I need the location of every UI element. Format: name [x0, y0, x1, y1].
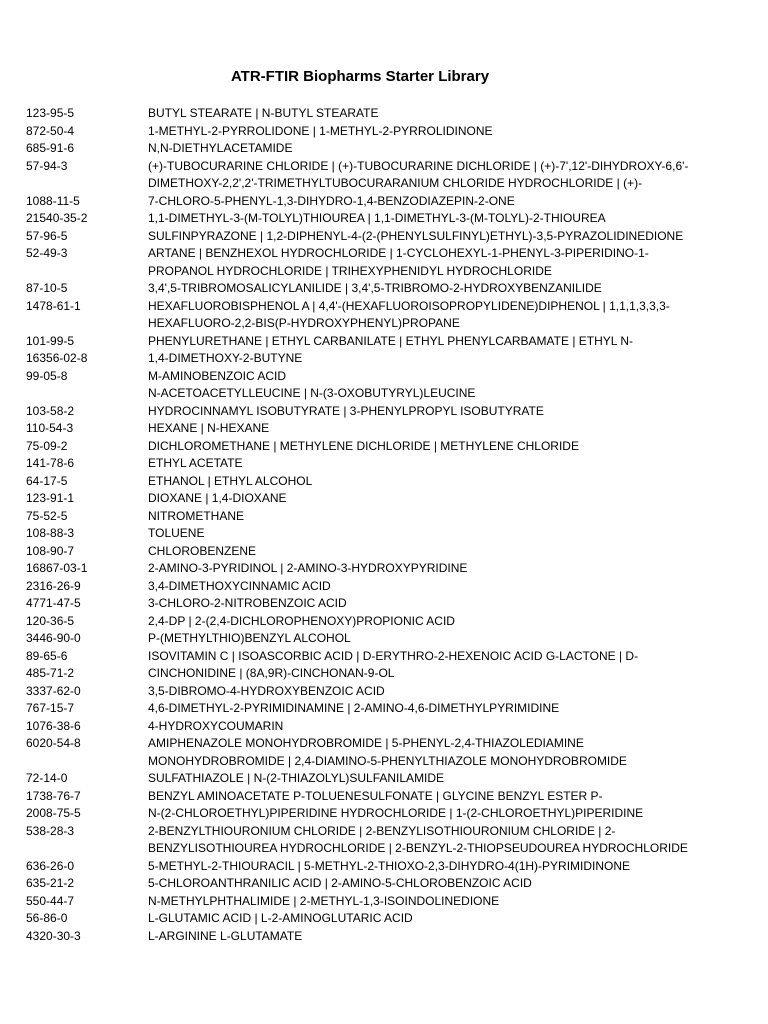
compound-name-line: 3,4',5-TRIBROMOSALICYLANILIDE | 3,4',5-TRIBROMO-2-HYDROXYBENZANILIDE: [148, 281, 602, 295]
compound-names: [148, 630, 726, 648]
compound-names: [148, 805, 726, 823]
list-item: [26, 350, 726, 368]
cas-number: 550-44-7: [26, 893, 75, 908]
cas-number: 123-91-1: [26, 491, 75, 505]
list-item: [26, 525, 726, 543]
compound-name-line: AMIPHENAZOLE MONOHYDROBROMIDE | 5-PHENYL-2,4-THIAZOLEDIAMINE: [148, 736, 584, 750]
compound-names: [148, 508, 726, 526]
compound-name-line: P-(METHYLTHIO)BENZYL ALCOHOL: [148, 631, 351, 645]
compound-name-line: 2-AMINO-3-PYRIDINOL | 2-AMINO-3-HYDROXYPYRIDINE: [148, 561, 468, 575]
compound-names: [148, 298, 726, 333]
compound-names: [148, 105, 726, 123]
cas-number: 57-94-3: [26, 158, 68, 173]
compound-names: [148, 193, 726, 211]
cas-number: 16356-02-8: [26, 351, 88, 365]
compound-names: [148, 350, 726, 368]
compound-name-line: 5-CHLOROANTHRANILIC ACID | 2-AMINO-5-CHLOROBENZOIC ACID: [148, 876, 532, 890]
list-item: [26, 333, 726, 351]
list-item: [26, 578, 726, 596]
compound-name-line: ARTANE | BENZHEXOL HYDROCHLORIDE | 1-CYCLOHEXYL-1-PHENYL-3-PIPERIDINO-1-: [148, 246, 649, 260]
list-item: [26, 455, 726, 473]
compound-names: [148, 875, 726, 893]
cas-number: 141-78-6: [26, 456, 75, 470]
compound-name-line: 2-BENZYLTHIOURONIUM CHLORIDE | 2-BENZYLISOTHIOURONIUM CHLORIDE | 2-: [148, 823, 616, 838]
list-item: [26, 595, 726, 613]
compound-name-line: HYDROCINNAMYL ISOBUTYRATE | 3-PHENYLPROPYL ISOBUTYRATE: [148, 403, 544, 418]
compound-names: [148, 420, 726, 438]
compound-name-line: BUTYL STEARATE | N-BUTYL STEARATE: [148, 106, 379, 120]
compound-names: [148, 245, 726, 280]
compound-name-line: 1,1-DIMETHYL-3-(M-TOLYL)THIOUREA | 1,1-DIMETHYL-3-(M-TOLYL)-2-THIOUREA: [148, 211, 606, 225]
list-item: [26, 823, 726, 858]
compound-names: [148, 368, 726, 386]
list-item: [26, 473, 726, 491]
cas-number: 2316-26-9: [26, 578, 81, 593]
compound-name-line: 4,6-DIMETHYL-2-PYRIMIDINAMINE | 2-AMINO-4,6-DIMETHYLPYRIMIDINE: [148, 701, 560, 715]
cas-number: 767-15-7: [26, 701, 75, 715]
cas-number: 538-28-3: [26, 823, 75, 838]
compound-name-line: M-AMINOBENZOIC ACID: [148, 368, 287, 383]
compound-names: [148, 823, 726, 858]
compound-names: [148, 683, 726, 701]
list-item: [26, 700, 726, 718]
compound-names: [148, 333, 726, 351]
list-item: [26, 805, 726, 823]
compound-name-line: SULFATHIAZOLE | N-(2-THIAZOLYL)SULFANILAMIDE: [148, 771, 445, 785]
compound-names: [148, 403, 726, 421]
compound-name-line: TOLUENE: [148, 526, 205, 540]
list-item: [26, 210, 726, 228]
compound-names: [148, 210, 726, 228]
list-item: [26, 683, 726, 701]
cas-number: 3337-62-0: [26, 683, 81, 698]
cas-number: 6020-54-8: [26, 736, 81, 750]
list-item: [26, 193, 726, 211]
compound-names: [148, 893, 726, 911]
cas-number: 103-58-2: [26, 403, 75, 418]
list-item: [26, 910, 726, 928]
compound-name-line: PHENYLURETHANE | ETHYL CARBANILATE | ETHYL PHENYLCARBAMATE | ETHYL N-: [148, 333, 634, 348]
compound-name-line: PROPANOL HYDROCHLORIDE | TRIHEXYPHENIDYL HYDROCHLORIDE: [148, 263, 552, 278]
document-title: ATR-FTIR Biopharms Starter Library: [230, 68, 490, 85]
compound-name-line: MONOHYDROBROMIDE | 2,4-DIAMINO-5-PHENYLTHIAZOLE MONOHYDROBROMIDE: [148, 753, 627, 768]
compound-names: [148, 595, 726, 613]
cas-number: 57-96-5: [26, 228, 68, 243]
list-item: [26, 875, 726, 893]
cas-number: 16867-03-1: [26, 561, 88, 575]
compound-names: [148, 385, 726, 403]
cas-number: 1478-61-1: [26, 298, 81, 313]
cas-number: 3446-90-0: [26, 631, 81, 645]
compound-name-line: 3,4-DIMETHOXYCINNAMIC ACID: [148, 578, 331, 593]
compound-names: [148, 718, 726, 736]
list-item: [26, 508, 726, 526]
cas-number: 485-71-2: [26, 666, 75, 680]
compound-name-line: 5-METHYL-2-THIOURACIL | 5-METHYL-2-THIOXO-2,3-DIHYDRO-4(1H)-PYRIMIDINONE: [148, 858, 631, 873]
compound-names: [148, 280, 726, 298]
list-item: [26, 630, 726, 648]
compound-name-line: CHLOROBENZENE: [148, 543, 257, 558]
list-item: [26, 788, 726, 806]
cas-number: 75-52-5: [26, 508, 68, 523]
compound-name-line: (+)-TUBOCURARINE CHLORIDE | (+)-TUBOCURARINE DICHLORIDE | (+)-7',12'-DIHYDROXY-6,6'-: [148, 158, 689, 173]
compound-names: [148, 473, 726, 491]
cas-number: 75-09-2: [26, 438, 68, 453]
compound-names: [148, 735, 726, 770]
compound-names: [148, 560, 726, 578]
list-item: [26, 105, 726, 123]
compound-names: [148, 525, 726, 543]
cas-number: 635-21-2: [26, 876, 75, 890]
list-item: [26, 560, 726, 578]
list-item: [26, 490, 726, 508]
cas-number: 110-54-3: [26, 421, 74, 435]
compound-names: [148, 543, 726, 561]
compound-name-line: 2,4-DP | 2-(2,4-DICHLOROPHENOXY)PROPIONIC ACID: [148, 613, 455, 628]
list-item: [26, 648, 726, 666]
compound-names: [148, 123, 726, 141]
compound-names: [148, 613, 726, 631]
compound-names: [148, 700, 726, 718]
compound-names: [148, 665, 726, 683]
list-item: [26, 858, 726, 876]
list-item: [26, 735, 726, 770]
cas-number: 56-86-0: [26, 911, 68, 925]
compound-name-line: 3-CHLORO-2-NITROBENZOIC ACID: [148, 596, 347, 610]
compound-name-line: N-(2-CHLOROETHYL)PIPERIDINE HYDROCHLORIDE | 1-(2-CHLOROETHYL)PIPERIDINE: [148, 806, 644, 820]
compound-name-line: DIOXANE | 1,4-DIOXANE: [148, 491, 287, 505]
list-item: [26, 770, 726, 788]
compound-name-line: HEXANE | N-HEXANE: [148, 421, 270, 435]
compound-names: [148, 140, 726, 158]
compound-name-line: ETHYL ACETATE: [148, 456, 243, 470]
list-item: [26, 368, 726, 386]
list-item: [26, 123, 726, 141]
cas-number: 685-91-6: [26, 141, 75, 155]
compound-name-line: N-METHYLPHTHALIMIDE | 2-METHYL-1,3-ISOINDOLINEDIONE: [148, 893, 500, 908]
list-item: [26, 280, 726, 298]
compound-name-line: DICHLOROMETHANE | METHYLENE DICHLORIDE | METHYLENE CHLORIDE: [148, 438, 579, 453]
list-item: [26, 665, 726, 683]
compound-name-line: 7-CHLORO-5-PHENYL-1,3-DIHYDRO-1,4-BENZODIAZEPIN-2-ONE: [148, 193, 515, 208]
cas-number: 64-17-5: [26, 473, 68, 488]
cas-number: 1076-38-6: [26, 718, 81, 733]
list-item: [26, 158, 726, 193]
list-item: [26, 245, 726, 280]
compound-names: [148, 158, 726, 193]
compound-name-line: 1-METHYL-2-PYRROLIDONE | 1-METHYL-2-PYRROLIDINONE: [148, 123, 493, 138]
compound-names: [148, 228, 726, 246]
compound-name-line: L-GLUTAMIC ACID | L-2-AMINOGLUTARIC ACID: [148, 911, 413, 925]
compound-names: [148, 455, 726, 473]
compound-name-line: 1,4-DIMETHOXY-2-BUTYNE: [148, 351, 303, 365]
compound-name-line: ISOVITAMIN C | ISOASCORBIC ACID | D-ERYTHRO-2-HEXENOIC ACID G-LACTONE | D-: [148, 648, 639, 663]
compound-names: [148, 910, 726, 928]
compound-name-line: N-ACETOACETYLLEUCINE | N-(3-OXOBUTYRYL)LEUCINE: [148, 386, 476, 400]
cas-number: 21540-35-2: [26, 211, 88, 225]
compound-name-line: N,N-DIETHYLACETAMIDE: [148, 141, 293, 155]
cas-number: 123-95-5: [26, 106, 75, 120]
compound-names: [148, 788, 726, 806]
compound-list: [26, 105, 726, 945]
cas-number: 1738-76-7: [26, 788, 81, 803]
cas-number: 101-99-5: [26, 333, 75, 348]
compound-name-line: HEXAFLUOROBISPHENOL A | 4,4'-(HEXAFLUOROISOPROPYLIDENE)DIPHENOL | 1,1,1,3,3,3-: [148, 298, 670, 313]
list-item: [26, 928, 726, 946]
compound-name-line: HEXAFLUORO-2,2-BIS(P-HYDROXYPHENYL)PROPANE: [148, 316, 460, 330]
compound-name-line: BENZYL AMINOACETATE P-TOLUENESULFONATE | GLYCINE BENZYL ESTER P-: [148, 788, 603, 803]
list-item: [26, 403, 726, 421]
cas-number: 636-26-0: [26, 858, 75, 873]
compound-name-line: DIMETHOXY-2,2',2'-TRIMETHYLTUBOCURARANIUM CHLORIDE HYDROCHLORIDE | (+)-: [148, 176, 643, 190]
cas-number: 72-14-0: [26, 771, 68, 785]
cas-number: 52-49-3: [26, 246, 68, 260]
list-item: [26, 438, 726, 456]
compound-names: [148, 928, 726, 946]
cas-number: 120-36-5: [26, 613, 75, 628]
list-item: [26, 298, 726, 333]
compound-name-line: L-ARGININE L-GLUTAMATE: [148, 928, 303, 943]
list-item: [26, 420, 726, 438]
compound-names: [148, 438, 726, 456]
compound-name-line: BENZYLISOTHIOUREA HYDROCHLORIDE | 2-BENZYL-2-THIOPSEUDOUREA HYDROCHLORIDE: [148, 841, 688, 855]
cas-number: 2008-75-5: [26, 806, 81, 820]
cas-number: 108-88-3: [26, 526, 75, 540]
list-item: [26, 140, 726, 158]
cas-number: 99-05-8: [26, 368, 68, 383]
compound-name-line: SULFINPYRAZONE | 1,2-DIPHENYL-4-(2-(PHENYLSULFINYL)ETHYL)-3,5-PYRAZOLIDINEDIONE: [148, 228, 684, 243]
list-item: [26, 893, 726, 911]
list-item: [26, 613, 726, 631]
compound-names: [148, 648, 726, 666]
list-item: [26, 543, 726, 561]
compound-name-line: 4-HYDROXYCOUMARIN: [148, 718, 284, 733]
compound-name-line: 3,5-DIBROMO-4-HYDROXYBENZOIC ACID: [148, 683, 385, 698]
cas-number: 872-50-4: [26, 123, 75, 138]
list-item: [26, 385, 726, 403]
compound-names: [148, 858, 726, 876]
compound-names: [148, 770, 726, 788]
cas-number: 89-65-6: [26, 648, 68, 663]
compound-names: [148, 490, 726, 508]
compound-name-line: ETHANOL | ETHYL ALCOHOL: [148, 473, 313, 488]
cas-number: [26, 385, 148, 403]
list-item: [26, 228, 726, 246]
cas-number: 1088-11-5: [26, 193, 80, 208]
compound-name-line: NITROMETHANE: [148, 508, 244, 523]
compound-names: [148, 578, 726, 596]
cas-number: 108-90-7: [26, 543, 75, 558]
cas-number: 87-10-5: [26, 281, 68, 295]
compound-name-line: CINCHONIDINE | (8A,9R)-CINCHONAN-9-OL: [148, 666, 395, 680]
cas-number: 4771-47-5: [26, 596, 81, 610]
cas-number: 4320-30-3: [26, 928, 81, 943]
list-item: [26, 718, 726, 736]
